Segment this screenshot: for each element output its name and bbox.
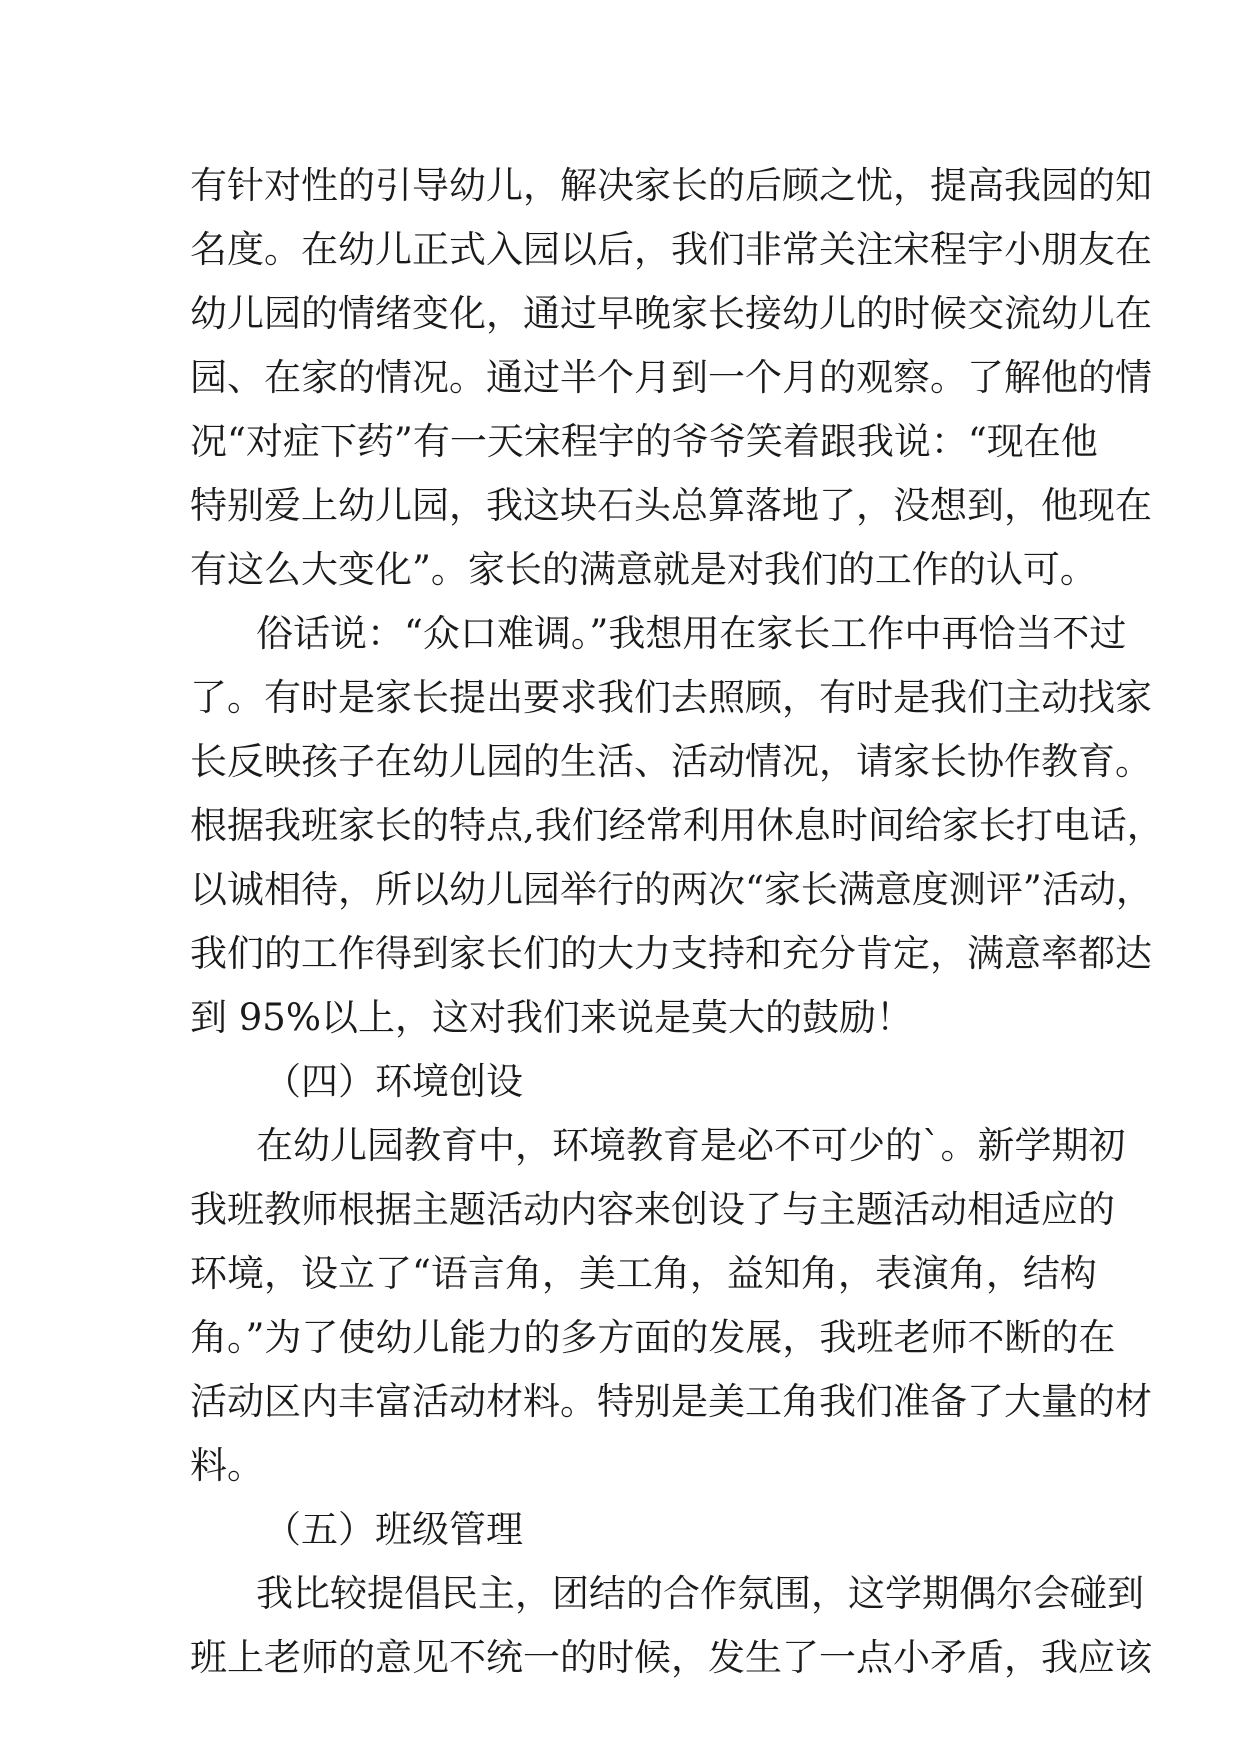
paragraph-first-line: 俗话说：“众口难调。”我想用在家长工作中再恰当不过 bbox=[256, 612, 1127, 655]
paragraph-first-line: 我比较提倡民主，团结的合作氛围，这学期偶尔会碰到 bbox=[256, 1572, 1144, 1615]
text-line: 班上老师的意见不统一的时候，发生了一点小矛盾，我应该 bbox=[190, 1636, 1152, 1679]
text-line: 特别爱上幼儿园，我这块石头总算落地了，没想到，他现在 bbox=[190, 484, 1152, 527]
text-line: 活动区内丰富活动材料。特别是美工角我们准备了大量的材 bbox=[190, 1380, 1152, 1423]
text-line: 有这么大变化”。家长的满意就是对我们的工作的认可。 bbox=[190, 548, 1097, 591]
paragraph-first-line: 在幼儿园教育中，环境教育是必不可少的`。新学期初 bbox=[256, 1124, 1126, 1167]
text-line: 料。 bbox=[190, 1444, 264, 1487]
text-line: 幼儿园的情绪变化，通过早晚家长接幼儿的时候交流幼儿在 bbox=[190, 292, 1152, 335]
text-line: 以诚相待，所以幼儿园举行的两次“家长满意度测评”活动， bbox=[190, 868, 1153, 911]
text-line: 根据我班家长的特点,我们经常利用休息时间给家长打电话， bbox=[190, 804, 1164, 847]
text-line: 到 95%以上，这对我们来说是莫大的鼓励！ bbox=[190, 996, 913, 1039]
text-line: 我们的工作得到家长们的大力支持和充分肯定，满意率都达 bbox=[190, 932, 1152, 975]
text-line: 有针对性的引导幼儿，解决家长的后顾之忧，提高我园的知 bbox=[190, 164, 1152, 207]
document-body bbox=[190, 154, 1164, 1690]
section-heading: （五）班级管理 bbox=[264, 1508, 523, 1551]
text-line: 我班教师根据主题活动内容来创设了与主题活动相适应的 bbox=[190, 1188, 1115, 1231]
text-line: 环境，设立了“语言角，美工角，益知角，表演角，结构 bbox=[190, 1252, 1097, 1295]
section-heading: （四）环境创设 bbox=[264, 1060, 523, 1103]
text-line: 了。有时是家长提出要求我们去照顾，有时是我们主动找家 bbox=[190, 676, 1152, 719]
text-line: 长反映孩子在幼儿园的生活、活动情况，请家长协作教育。 bbox=[190, 740, 1152, 783]
text-line: 园、在家的情况。通过半个月到一个月的观察。了解他的情 bbox=[190, 356, 1152, 399]
text-line: 角。”为了使幼儿能力的多方面的发展，我班老师不断的在 bbox=[190, 1316, 1116, 1359]
text-line: 名度。在幼儿正式入园以后，我们非常关注宋程宇小朋友在 bbox=[190, 228, 1152, 271]
text-line: 况“对症下药”有一天宋程宇的爷爷笑着跟我说：“现在他 bbox=[190, 420, 1098, 463]
